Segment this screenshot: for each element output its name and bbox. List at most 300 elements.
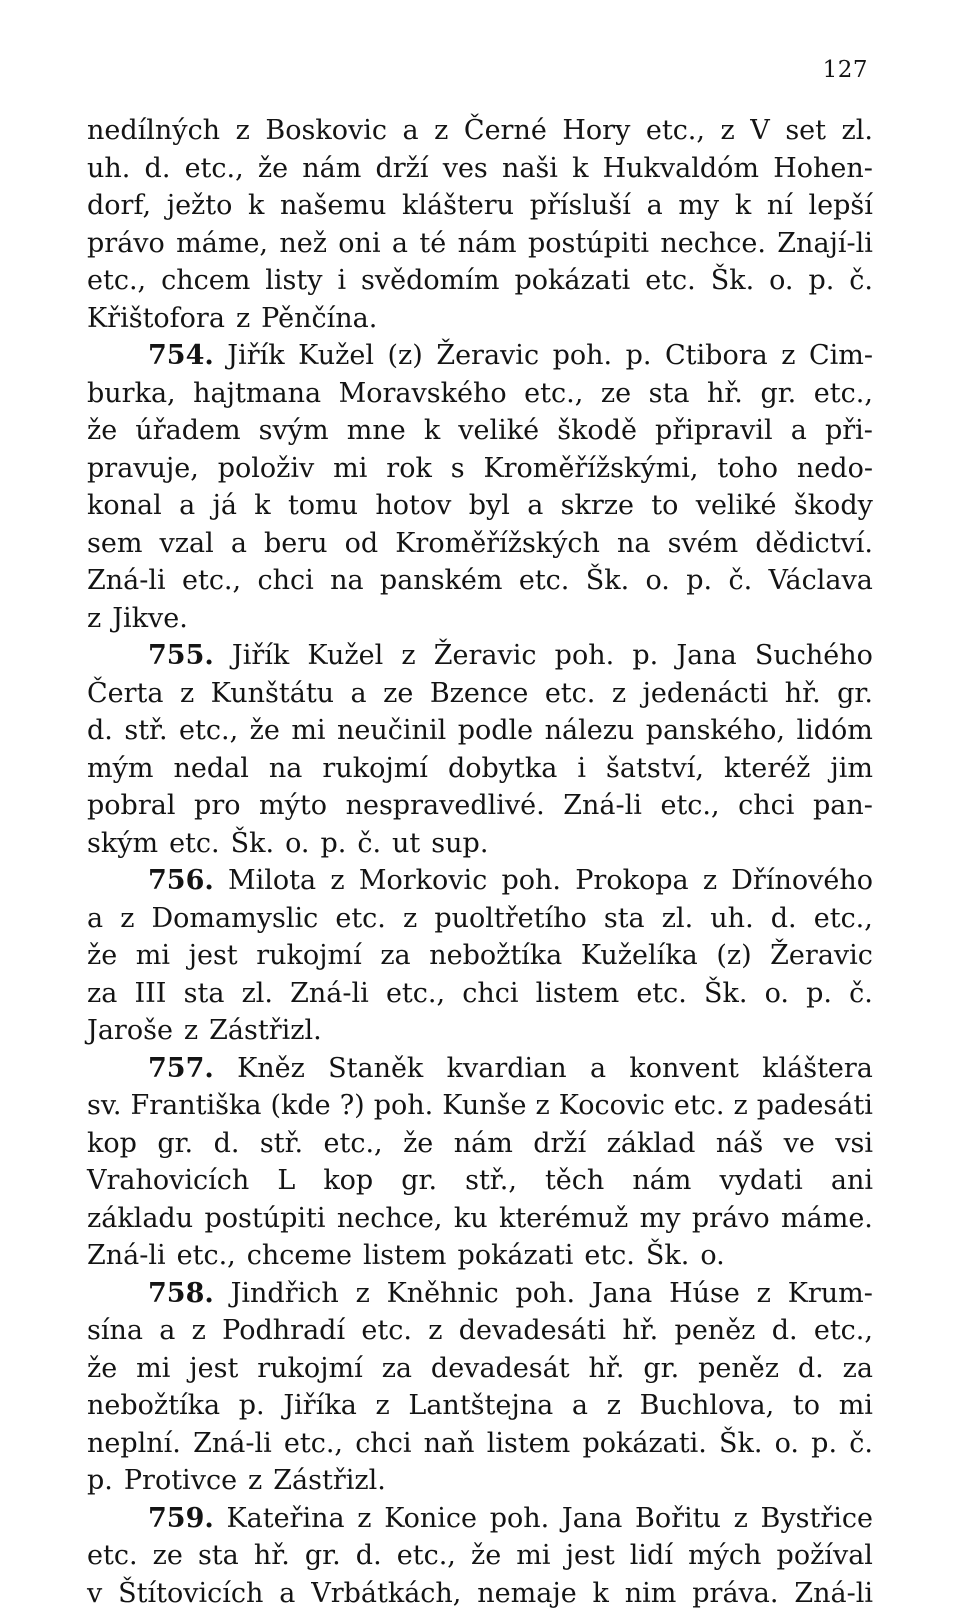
word: i [337,262,346,300]
word: mi [291,712,325,750]
word: za [87,975,117,1013]
word: o. [765,975,789,1013]
word: a [647,187,663,225]
word: etc., [814,1312,873,1350]
word: k [593,1575,609,1612]
text-line [87,487,873,525]
word: konvent [629,1050,738,1088]
word: sup. [431,825,488,863]
word: Žeravic [436,337,539,375]
word: Jana [676,637,736,675]
word: základu [87,1200,193,1238]
word: že [258,150,288,188]
word: na [617,525,651,563]
word: rukojmí [257,1350,363,1388]
word: mi [136,1350,170,1388]
word: d. [356,1537,382,1575]
word: Hory [562,112,630,150]
word: Kužel [298,337,374,375]
word: rukojmí [322,750,428,788]
word: z [356,1275,370,1313]
word: p. [806,975,832,1013]
word: Staněk [328,1050,423,1088]
word: kop [323,1162,373,1200]
word: od [345,525,379,563]
word: kteréž [724,750,810,788]
word: než [279,225,327,263]
word: našemu [280,187,386,225]
word: hotov [375,487,451,525]
word: jest [566,1537,615,1575]
word: Hukvaldóm [603,150,759,188]
text-line [87,937,873,975]
word: Zástřizl. [273,1462,386,1500]
word: Lantštejna [408,1387,553,1425]
word: p. [626,337,652,375]
word: toho [717,450,778,488]
word: lidí [630,1537,673,1575]
word: p. [632,637,658,675]
entry-number: 754. [148,337,214,375]
word: Bystřice [761,1500,873,1538]
word: z [434,112,448,150]
word: (kde [271,1087,331,1125]
word: padesáti [757,1087,873,1125]
word: svým [259,412,329,450]
word: pokázati [514,262,630,300]
word: gr. [760,375,796,413]
word: lepší [809,187,873,225]
word: chcem [161,262,250,300]
text-line [87,1537,873,1575]
word: Jindřich [231,1275,339,1313]
word: listem [536,975,620,1013]
word: Kněhnic [387,1275,499,1313]
word: ní [767,187,793,225]
word: poh. [553,337,613,375]
word: klášteru [402,187,514,225]
word: sta [649,375,690,413]
word: škodě [557,412,637,450]
word: k [735,187,751,225]
word: Jana [562,1500,622,1538]
text-line [87,525,873,563]
word: etc., [386,975,445,1013]
text-line [87,900,873,938]
entry-number: 756. [148,862,214,900]
word: svém [668,525,739,563]
word: že [87,937,117,975]
word: požíval [777,1537,873,1575]
word: d. [214,1125,240,1163]
word: gr. [643,1350,679,1388]
word: etc. [87,1537,138,1575]
word: stř. [124,712,167,750]
word: ježto [167,187,233,225]
word: mi [839,1387,873,1425]
word: z [401,637,415,675]
entry-first-line [87,1275,873,1313]
word: sv. [87,1087,122,1125]
word: listem [487,1425,571,1463]
word: ze [383,675,413,713]
word: ves [443,150,488,188]
word: etc., [814,375,873,413]
word: jest [189,1350,238,1388]
word: hř. [707,375,743,413]
word: Václava [769,562,873,600]
word: Křištofora [87,300,225,338]
word: vsi [835,1125,873,1163]
word: Pěnčína. [261,300,377,338]
word: hř. [622,1312,658,1350]
word: Zná-li [193,1425,272,1463]
word: Zná-li [794,1575,873,1612]
word: k [254,487,270,525]
word: nechce. [660,225,766,263]
word: ani [831,1162,873,1200]
word: Krum- [788,1275,873,1313]
word: za [382,1350,412,1388]
word: a [392,225,408,263]
word: máme. [781,1200,873,1238]
word: p. [239,1387,265,1425]
word: konal [87,487,162,525]
word: v [87,1575,102,1612]
word: hř. [254,1537,290,1575]
word: č. [357,825,381,863]
word: sta [184,975,225,1013]
word: Jaroše [87,1012,173,1050]
word: etc. [519,562,570,600]
word: Štítovicích [118,1575,263,1612]
word: mne [347,412,406,450]
word: p. [808,262,834,300]
text-line [87,1312,873,1350]
word: Žeravic [434,637,537,675]
text-line [87,1087,873,1125]
word: kláštera [762,1050,873,1088]
word: nechce, [337,1200,443,1238]
word: nespravedlivé. [346,787,545,825]
word: rok [386,450,432,488]
text-line [87,1350,873,1388]
word: gr. [401,1162,437,1200]
word: sína [87,1312,143,1350]
word: k [248,187,264,225]
word: mi [516,1537,550,1575]
word: Milota [228,862,316,900]
word: z [781,337,795,375]
word: hř. [589,1350,625,1388]
word: skrze [561,487,634,525]
word: Protivce [124,1462,237,1500]
word: z [428,1312,442,1350]
word: mýto [259,787,327,825]
word: dorf, [87,187,151,225]
word: mi [136,937,170,975]
word: stř. [260,1125,303,1163]
word: Žeravic [770,937,873,975]
word: zl. [842,112,873,150]
word: ku [454,1200,488,1238]
word: drží [533,1125,586,1163]
word: z [236,300,250,338]
word: uh. [87,150,130,188]
word: d. [771,900,797,938]
word: nebožtíka [87,1387,220,1425]
text-line [87,1162,873,1200]
word: vydati [719,1162,802,1200]
word: při- [825,412,873,450]
text-line [87,1237,873,1275]
word: chci [462,975,518,1013]
word: a [279,1575,295,1612]
word: a [572,1387,588,1425]
word: etc., [397,1537,456,1575]
word: mi [333,450,367,488]
word: nebožtíka [429,937,562,975]
word: postúpiti [528,225,649,263]
word: Čerta [87,675,164,713]
word: Morkovic [359,862,487,900]
word: z [184,1012,198,1050]
word: Šk. [586,562,629,600]
word: náš [716,1125,763,1163]
word: základ [607,1125,696,1163]
word: poh. [516,1275,576,1313]
word: k [572,150,588,188]
word: z [757,1275,771,1313]
word: položiv [218,450,315,488]
word: těch [545,1162,604,1200]
word: dědictví. [755,525,873,563]
word: a [87,900,103,938]
word: Zná-li [290,975,369,1013]
word: Šk. [231,825,274,863]
word: z [721,112,735,150]
word: chceme [247,1237,352,1275]
word: drží [375,150,428,188]
word: postúpiti [204,1200,325,1238]
word: Hohen- [773,150,873,188]
word: etc. [169,825,220,863]
word: III [134,975,166,1013]
word: a [351,675,367,713]
word: o. [646,562,670,600]
word: Kocovic [559,1087,665,1125]
word: č. [728,562,752,600]
word: poh. [502,862,562,900]
word: p. [87,1462,113,1500]
word: té [419,225,446,263]
word: máme, [176,225,268,263]
word: nedo- [797,450,873,488]
word: Moravského [339,375,507,413]
word: etc. [335,900,386,938]
word: Jikve. [112,600,188,638]
word: č. [849,975,873,1013]
word: Jiřík [232,637,289,675]
word: veliké [458,412,539,450]
entry-first-line [87,862,873,900]
word: práva. [692,1575,778,1612]
word: nálezu [545,712,635,750]
word: my [640,1200,681,1238]
text-line [87,150,873,188]
entry-first-line [87,1500,873,1538]
word: Vrbátkách, [311,1575,461,1612]
word: o. [700,1237,724,1275]
word: nedal [173,750,248,788]
word: rukojmí [256,937,362,975]
word: jest [189,937,238,975]
word: Kroměřížskými, [483,450,698,488]
word: Konice [384,1500,477,1538]
entry-number: 759. [148,1500,214,1538]
entry-number: 757. [148,1050,214,1088]
word: etc., [182,562,241,600]
word: že [87,412,117,450]
text-line [87,750,873,788]
word: ?) [340,1087,365,1125]
text-line [87,225,873,263]
text-line [87,1387,873,1425]
word: gr. [305,1537,341,1575]
word: nám [458,225,517,263]
word: V [750,112,770,150]
word: Černé [464,112,547,150]
text-line [87,1200,873,1238]
word: pokázati [458,1237,574,1275]
word: za [380,937,410,975]
word: Šk. [711,262,754,300]
word: ze [153,1537,183,1575]
word: poh. [555,637,615,675]
word: p. [320,825,346,863]
word: kterémuž [499,1200,628,1238]
word: Kunštátu [211,675,334,713]
word: etc., [177,1237,236,1275]
word: z [403,900,417,938]
text-line [87,600,873,638]
word: sta [604,900,645,938]
word: Znají-li [777,225,873,263]
word: nám [632,1162,691,1200]
word: burka, [87,375,176,413]
text-line [87,300,873,338]
word: puoltřetího [434,900,586,938]
word: z [357,1500,371,1538]
word: Zná-li [87,562,166,600]
word: Františka [131,1087,262,1125]
word: listem [363,1237,447,1275]
word: s [451,450,465,488]
word: panském [380,562,503,600]
word: stř., [465,1162,517,1200]
word: zl. [662,900,693,938]
word: oni [338,225,380,263]
word: Šk. [646,1237,689,1275]
entry-number: 758. [148,1275,214,1313]
word: Šk. [704,975,747,1013]
word: z [734,1087,748,1125]
word: etc., [524,375,583,413]
word: (z) [388,337,423,375]
word: Bořitu [635,1500,721,1538]
text-line [87,1012,873,1050]
word: jedenácti [643,675,769,713]
text-line [87,375,873,413]
word: nám [454,1125,513,1163]
word: Bzence [430,675,529,713]
word: a [791,412,807,450]
word: etc., [646,112,705,150]
word: nedílných [87,112,220,150]
word: peněz [675,1312,756,1350]
word: a [527,487,543,525]
word: škody [794,487,873,525]
word: devadesát [431,1350,570,1388]
word: ve [784,1125,815,1163]
word: devadesáti [459,1312,606,1350]
word: svědomím [361,262,499,300]
word: a [590,1050,606,1088]
text-line [87,450,873,488]
word: pravuje, [87,450,199,488]
word: sta [198,1537,239,1575]
word: peněz [698,1350,779,1388]
text-line [87,412,873,450]
word: set [785,112,826,150]
body-text [87,112,873,1612]
word: to [793,1387,820,1425]
word: Ctibora [665,337,768,375]
text-line [87,262,873,300]
text-line [87,712,873,750]
word: Prokopa [575,862,688,900]
word: etc., [87,262,146,300]
word: z [607,1387,621,1425]
word: Húse [669,1275,740,1313]
word: (z) [716,937,751,975]
word: Kateřina [226,1500,344,1538]
text-line [87,675,873,713]
word: gr. [837,675,873,713]
word: chci [738,787,794,825]
word: etc. [545,675,596,713]
entry-first-line [87,637,873,675]
text-line [87,825,873,863]
word: Cim- [809,337,873,375]
word: z [248,1462,262,1500]
word: z [612,675,626,713]
word: z [375,1387,389,1425]
word: a [403,112,419,150]
word: z [180,675,194,713]
word: z [703,862,717,900]
word: tomu [288,487,358,525]
word: z [192,1312,206,1350]
word: d. [798,1350,824,1388]
word: právo [87,225,165,263]
entry-first-line [87,1050,873,1088]
word: o. [285,825,309,863]
word: etc. [674,1087,725,1125]
word: listy [265,262,322,300]
word: Podhradí [222,1312,345,1350]
word: naši [502,150,558,188]
